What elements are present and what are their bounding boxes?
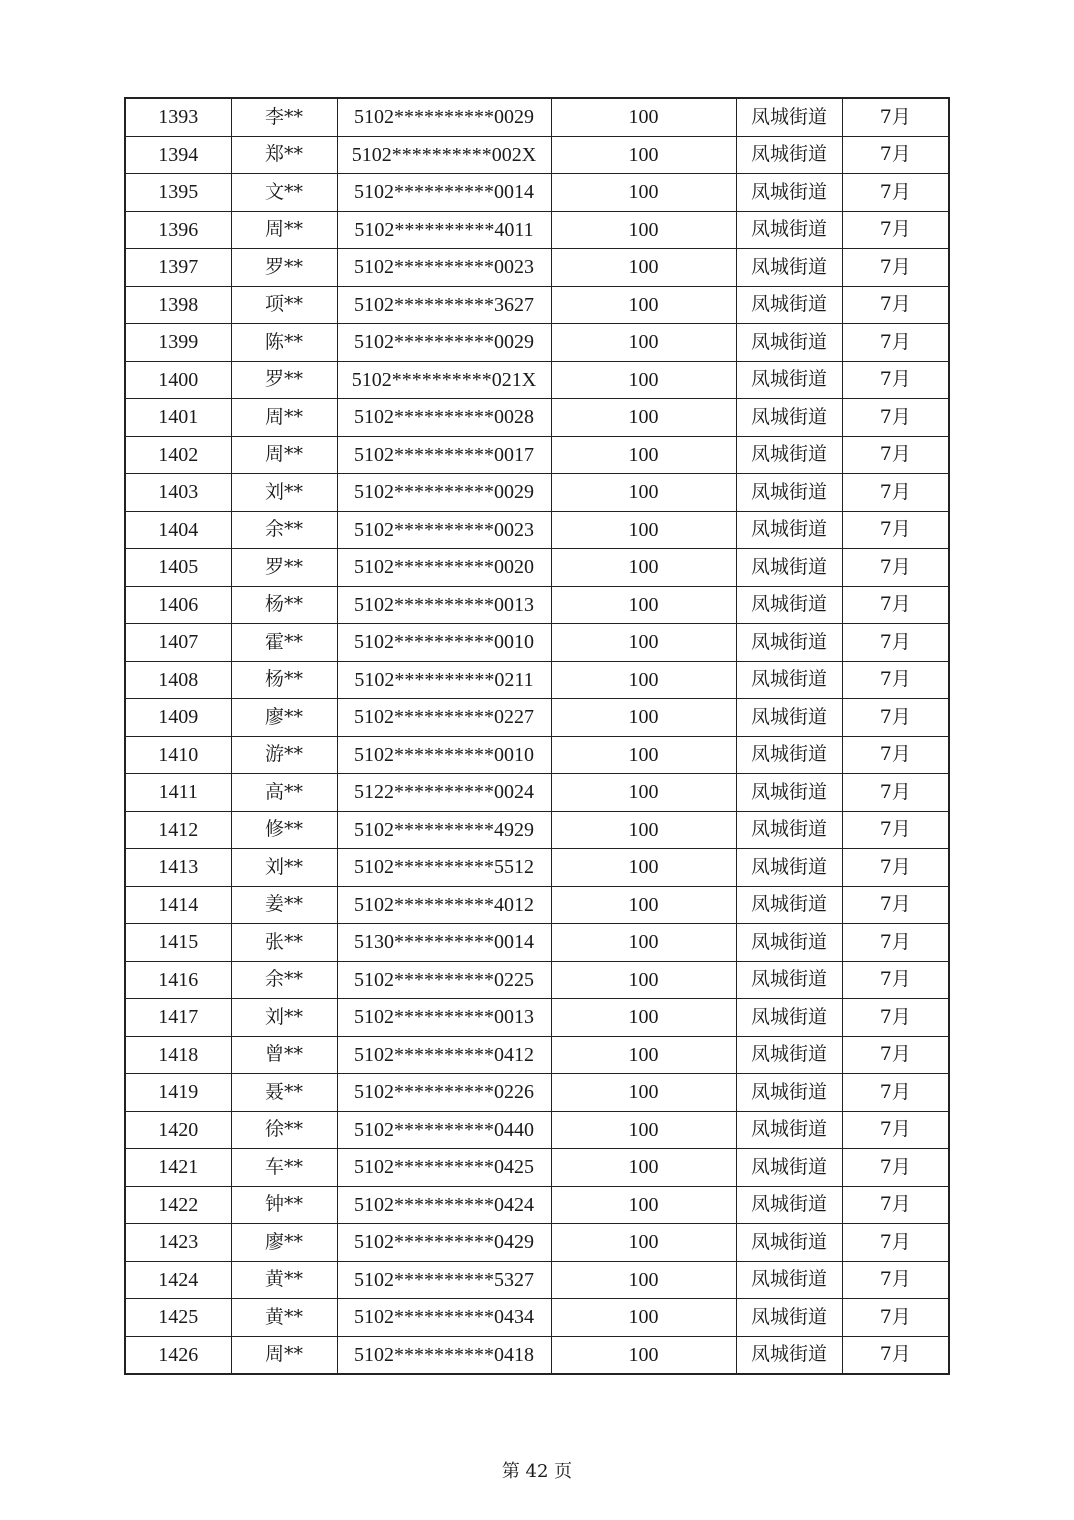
id-number-cell: 5102**********4011	[337, 211, 551, 249]
table-row	[125, 98, 949, 136]
id-number-cell: 5102**********0225	[337, 961, 551, 999]
id-number-cell: 5102**********0010	[337, 736, 551, 774]
table-row	[125, 136, 949, 174]
table-row	[125, 699, 949, 737]
record-table	[124, 97, 950, 1375]
name-cell: 廖**	[231, 699, 337, 737]
row-number-cell: 1408	[125, 661, 231, 699]
amount-cell: 100	[551, 324, 736, 362]
row-number-cell: 1410	[125, 736, 231, 774]
row-number-cell: 1423	[125, 1224, 231, 1262]
month-cell: 7月	[842, 1074, 949, 1112]
amount-cell: 100	[551, 549, 736, 587]
month-cell: 7月	[842, 549, 949, 587]
id-number-cell: 5102**********0418	[337, 1336, 551, 1374]
id-number-cell: 5102**********0010	[337, 624, 551, 662]
amount-cell: 100	[551, 98, 736, 136]
month-cell: 7月	[842, 736, 949, 774]
table-row	[125, 1299, 949, 1337]
amount-cell: 100	[551, 961, 736, 999]
table-row	[125, 249, 949, 287]
amount-cell: 100	[551, 136, 736, 174]
amount-cell: 100	[551, 211, 736, 249]
table-row	[125, 549, 949, 587]
street-cell: 凤城街道	[736, 174, 842, 212]
name-cell: 余**	[231, 961, 337, 999]
amount-cell: 100	[551, 1074, 736, 1112]
street-cell: 凤城街道	[736, 136, 842, 174]
row-number-cell: 1414	[125, 886, 231, 924]
street-cell: 凤城街道	[736, 361, 842, 399]
street-cell: 凤城街道	[736, 211, 842, 249]
month-cell: 7月	[842, 886, 949, 924]
month-cell: 7月	[842, 436, 949, 474]
amount-cell: 100	[551, 1261, 736, 1299]
amount-cell: 100	[551, 1111, 736, 1149]
name-cell: 罗**	[231, 549, 337, 587]
month-cell: 7月	[842, 474, 949, 512]
street-cell: 凤城街道	[736, 999, 842, 1037]
month-cell: 7月	[842, 211, 949, 249]
table-row	[125, 324, 949, 362]
table-row	[125, 286, 949, 324]
month-cell: 7月	[842, 811, 949, 849]
row-number-cell: 1418	[125, 1036, 231, 1074]
amount-cell: 100	[551, 586, 736, 624]
name-cell: 周**	[231, 1336, 337, 1374]
id-number-cell: 5102**********002X	[337, 136, 551, 174]
amount-cell: 100	[551, 436, 736, 474]
street-cell: 凤城街道	[736, 661, 842, 699]
name-cell: 刘**	[231, 999, 337, 1037]
amount-cell: 100	[551, 399, 736, 437]
table-row	[125, 1149, 949, 1187]
id-number-cell: 5102**********0412	[337, 1036, 551, 1074]
table-row	[125, 661, 949, 699]
record-table-body	[125, 98, 949, 1374]
name-cell: 罗**	[231, 249, 337, 287]
row-number-cell: 1425	[125, 1299, 231, 1337]
month-cell: 7月	[842, 1299, 949, 1337]
id-number-cell: 5102**********0425	[337, 1149, 551, 1187]
street-cell: 凤城街道	[736, 736, 842, 774]
name-cell: 钟**	[231, 1186, 337, 1224]
row-number-cell: 1406	[125, 586, 231, 624]
row-number-cell: 1415	[125, 924, 231, 962]
table-row	[125, 436, 949, 474]
row-number-cell: 1422	[125, 1186, 231, 1224]
table-row	[125, 211, 949, 249]
month-cell: 7月	[842, 774, 949, 812]
row-number-cell: 1400	[125, 361, 231, 399]
month-cell: 7月	[842, 511, 949, 549]
month-cell: 7月	[842, 661, 949, 699]
month-cell: 7月	[842, 399, 949, 437]
amount-cell: 100	[551, 699, 736, 737]
month-cell: 7月	[842, 324, 949, 362]
street-cell: 凤城街道	[736, 399, 842, 437]
name-cell: 杨**	[231, 586, 337, 624]
name-cell: 车**	[231, 1149, 337, 1187]
page-number: 第 42 页	[501, 1461, 573, 1482]
row-number-cell: 1420	[125, 1111, 231, 1149]
name-cell: 霍**	[231, 624, 337, 662]
table-row	[125, 774, 949, 812]
month-cell: 7月	[842, 1336, 949, 1374]
id-number-cell: 5102**********0429	[337, 1224, 551, 1262]
amount-cell: 100	[551, 661, 736, 699]
month-cell: 7月	[842, 1224, 949, 1262]
table-row	[125, 511, 949, 549]
name-cell: 刘**	[231, 474, 337, 512]
row-number-cell: 1424	[125, 1261, 231, 1299]
amount-cell: 100	[551, 1224, 736, 1262]
street-cell: 凤城街道	[736, 586, 842, 624]
street-cell: 凤城街道	[736, 249, 842, 287]
id-number-cell: 5102**********4012	[337, 886, 551, 924]
row-number-cell: 1421	[125, 1149, 231, 1187]
street-cell: 凤城街道	[736, 474, 842, 512]
amount-cell: 100	[551, 1186, 736, 1224]
id-number-cell: 5130**********0014	[337, 924, 551, 962]
month-cell: 7月	[842, 849, 949, 887]
row-number-cell: 1401	[125, 399, 231, 437]
table-row	[125, 399, 949, 437]
month-cell: 7月	[842, 286, 949, 324]
month-cell: 7月	[842, 1261, 949, 1299]
table-row	[125, 174, 949, 212]
id-number-cell: 5102**********0028	[337, 399, 551, 437]
amount-cell: 100	[551, 361, 736, 399]
street-cell: 凤城街道	[736, 549, 842, 587]
table-row	[125, 1186, 949, 1224]
row-number-cell: 1412	[125, 811, 231, 849]
name-cell: 廖**	[231, 1224, 337, 1262]
month-cell: 7月	[842, 1149, 949, 1187]
street-cell: 凤城街道	[736, 1036, 842, 1074]
row-number-cell: 1409	[125, 699, 231, 737]
amount-cell: 100	[551, 999, 736, 1037]
id-number-cell: 5102**********0434	[337, 1299, 551, 1337]
name-cell: 高**	[231, 774, 337, 812]
month-cell: 7月	[842, 1111, 949, 1149]
amount-cell: 100	[551, 886, 736, 924]
street-cell: 凤城街道	[736, 774, 842, 812]
row-number-cell: 1416	[125, 961, 231, 999]
row-number-cell: 1419	[125, 1074, 231, 1112]
name-cell: 项**	[231, 286, 337, 324]
id-number-cell: 5102**********021X	[337, 361, 551, 399]
row-number-cell: 1397	[125, 249, 231, 287]
row-number-cell: 1393	[125, 98, 231, 136]
street-cell: 凤城街道	[736, 436, 842, 474]
name-cell: 郑**	[231, 136, 337, 174]
row-number-cell: 1405	[125, 549, 231, 587]
id-number-cell: 5102**********4929	[337, 811, 551, 849]
row-number-cell: 1394	[125, 136, 231, 174]
id-number-cell: 5102**********0440	[337, 1111, 551, 1149]
name-cell: 陈**	[231, 324, 337, 362]
table-row	[125, 624, 949, 662]
row-number-cell: 1403	[125, 474, 231, 512]
id-number-cell: 5102**********0226	[337, 1074, 551, 1112]
id-number-cell: 5102**********0017	[337, 436, 551, 474]
id-number-cell: 5102**********0029	[337, 98, 551, 136]
month-cell: 7月	[842, 624, 949, 662]
street-cell: 凤城街道	[736, 1186, 842, 1224]
month-cell: 7月	[842, 586, 949, 624]
amount-cell: 100	[551, 174, 736, 212]
street-cell: 凤城街道	[736, 1074, 842, 1112]
id-number-cell: 5102**********0014	[337, 174, 551, 212]
row-number-cell: 1399	[125, 324, 231, 362]
table-row	[125, 1111, 949, 1149]
table-row	[125, 1336, 949, 1374]
street-cell: 凤城街道	[736, 1111, 842, 1149]
street-cell: 凤城街道	[736, 924, 842, 962]
row-number-cell: 1404	[125, 511, 231, 549]
id-number-cell: 5102**********0211	[337, 661, 551, 699]
street-cell: 凤城街道	[736, 1224, 842, 1262]
month-cell: 7月	[842, 98, 949, 136]
id-number-cell: 5102**********0029	[337, 324, 551, 362]
name-cell: 聂**	[231, 1074, 337, 1112]
name-cell: 黄**	[231, 1261, 337, 1299]
amount-cell: 100	[551, 1336, 736, 1374]
month-cell: 7月	[842, 961, 949, 999]
amount-cell: 100	[551, 736, 736, 774]
name-cell: 黄**	[231, 1299, 337, 1337]
name-cell: 杨**	[231, 661, 337, 699]
amount-cell: 100	[551, 474, 736, 512]
table-row	[125, 586, 949, 624]
name-cell: 徐**	[231, 1111, 337, 1149]
month-cell: 7月	[842, 136, 949, 174]
id-number-cell: 5102**********0424	[337, 1186, 551, 1224]
id-number-cell: 5102**********3627	[337, 286, 551, 324]
id-number-cell: 5102**********0029	[337, 474, 551, 512]
id-number-cell: 5102**********5327	[337, 1261, 551, 1299]
amount-cell: 100	[551, 1299, 736, 1337]
table-row	[125, 961, 949, 999]
row-number-cell: 1411	[125, 774, 231, 812]
name-cell: 罗**	[231, 361, 337, 399]
month-cell: 7月	[842, 1036, 949, 1074]
month-cell: 7月	[842, 699, 949, 737]
name-cell: 周**	[231, 211, 337, 249]
amount-cell: 100	[551, 811, 736, 849]
row-number-cell: 1417	[125, 999, 231, 1037]
street-cell: 凤城街道	[736, 1149, 842, 1187]
table-row	[125, 849, 949, 887]
street-cell: 凤城街道	[736, 1261, 842, 1299]
name-cell: 修**	[231, 811, 337, 849]
street-cell: 凤城街道	[736, 98, 842, 136]
month-cell: 7月	[842, 249, 949, 287]
name-cell: 余**	[231, 511, 337, 549]
street-cell: 凤城街道	[736, 849, 842, 887]
street-cell: 凤城街道	[736, 1336, 842, 1374]
name-cell: 游**	[231, 736, 337, 774]
name-cell: 文**	[231, 174, 337, 212]
street-cell: 凤城街道	[736, 699, 842, 737]
name-cell: 李**	[231, 98, 337, 136]
table-row	[125, 1074, 949, 1112]
row-number-cell: 1396	[125, 211, 231, 249]
row-number-cell: 1398	[125, 286, 231, 324]
amount-cell: 100	[551, 249, 736, 287]
table-row	[125, 1036, 949, 1074]
row-number-cell: 1395	[125, 174, 231, 212]
month-cell: 7月	[842, 999, 949, 1037]
table-row	[125, 886, 949, 924]
id-number-cell: 5122**********0024	[337, 774, 551, 812]
amount-cell: 100	[551, 286, 736, 324]
month-cell: 7月	[842, 1186, 949, 1224]
row-number-cell: 1413	[125, 849, 231, 887]
amount-cell: 100	[551, 1149, 736, 1187]
id-number-cell: 5102**********5512	[337, 849, 551, 887]
id-number-cell: 5102**********0013	[337, 999, 551, 1037]
street-cell: 凤城街道	[736, 961, 842, 999]
table-row	[125, 999, 949, 1037]
table-row	[125, 361, 949, 399]
table-row	[125, 924, 949, 962]
name-cell: 周**	[231, 436, 337, 474]
street-cell: 凤城街道	[736, 511, 842, 549]
name-cell: 曾**	[231, 1036, 337, 1074]
table-row	[125, 811, 949, 849]
amount-cell: 100	[551, 849, 736, 887]
id-number-cell: 5102**********0013	[337, 586, 551, 624]
street-cell: 凤城街道	[736, 324, 842, 362]
month-cell: 7月	[842, 924, 949, 962]
street-cell: 凤城街道	[736, 624, 842, 662]
row-number-cell: 1426	[125, 1336, 231, 1374]
table-row	[125, 474, 949, 512]
id-number-cell: 5102**********0023	[337, 511, 551, 549]
amount-cell: 100	[551, 624, 736, 662]
amount-cell: 100	[551, 1036, 736, 1074]
name-cell: 张**	[231, 924, 337, 962]
amount-cell: 100	[551, 774, 736, 812]
name-cell: 刘**	[231, 849, 337, 887]
table-row	[125, 736, 949, 774]
street-cell: 凤城街道	[736, 886, 842, 924]
name-cell: 姜**	[231, 886, 337, 924]
id-number-cell: 5102**********0020	[337, 549, 551, 587]
month-cell: 7月	[842, 174, 949, 212]
row-number-cell: 1402	[125, 436, 231, 474]
name-cell: 周**	[231, 399, 337, 437]
amount-cell: 100	[551, 511, 736, 549]
row-number-cell: 1407	[125, 624, 231, 662]
street-cell: 凤城街道	[736, 286, 842, 324]
street-cell: 凤城街道	[736, 811, 842, 849]
table-row	[125, 1261, 949, 1299]
id-number-cell: 5102**********0227	[337, 699, 551, 737]
id-number-cell: 5102**********0023	[337, 249, 551, 287]
month-cell: 7月	[842, 361, 949, 399]
amount-cell: 100	[551, 924, 736, 962]
table-row	[125, 1224, 949, 1262]
street-cell: 凤城街道	[736, 1299, 842, 1337]
